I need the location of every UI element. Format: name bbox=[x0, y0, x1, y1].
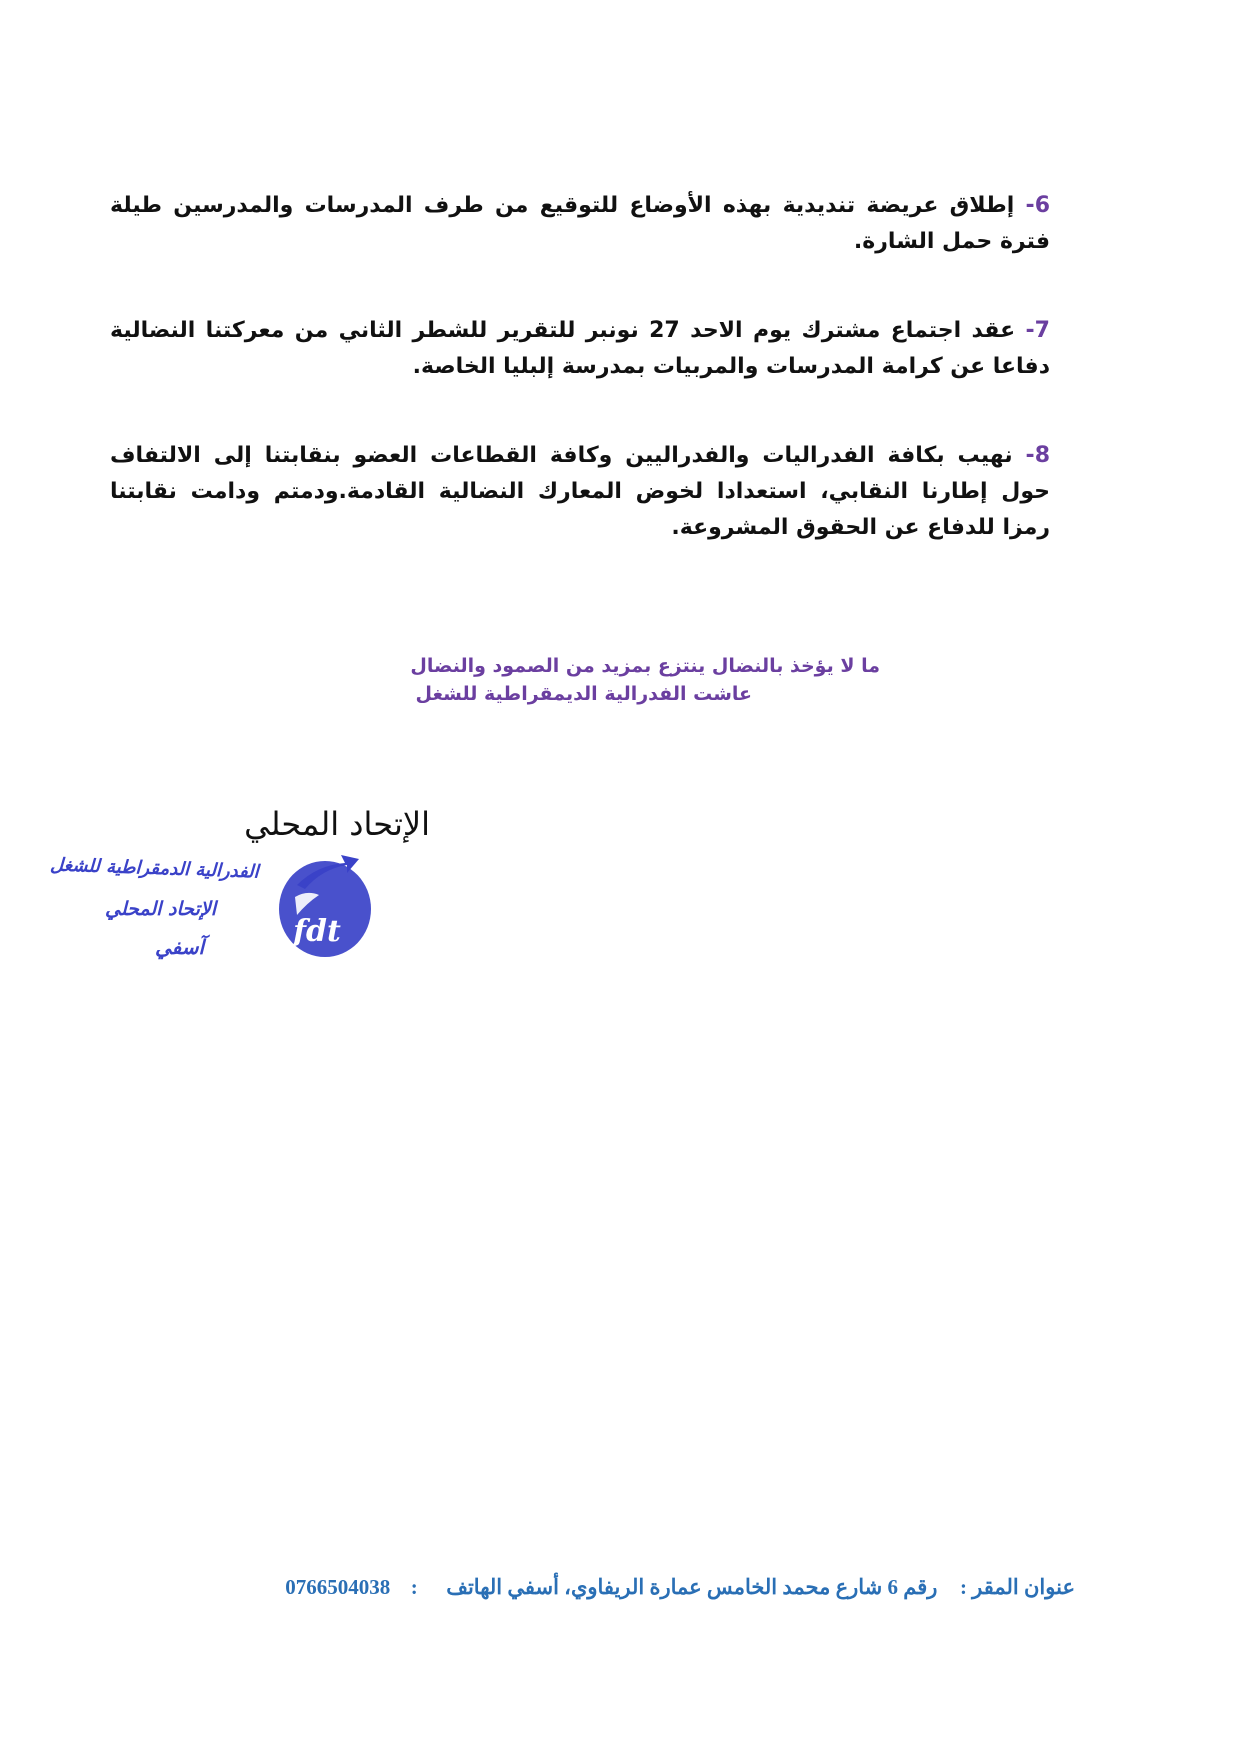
stamp-line-1: الفدرالية الدمقراطية للشغل bbox=[49, 854, 259, 883]
address-label: عنوان المقر : bbox=[959, 1575, 1075, 1599]
union-logo-icon bbox=[267, 845, 377, 965]
phone-separator: : bbox=[410, 1575, 418, 1599]
item-text: عقد اجتماع مشترك يوم الاحد 27 نونبر للتقرير للشطر الثاني من معركتنا النضالية دفاعا عن كرامة المدرسات والمربيات بمدرسة إلبليا الخاصة. bbox=[110, 318, 1050, 379]
item-number: 7- bbox=[1025, 318, 1050, 343]
footer-address bbox=[150, 1575, 1075, 1600]
stamp-line-3: آسفي bbox=[155, 935, 205, 959]
stamp-logo-text: fdt bbox=[293, 914, 341, 949]
slogan-line-1: ما لا يؤخذ بالنضال ينتزع بمزيد من الصمود والنضال bbox=[410, 655, 880, 677]
union-stamp bbox=[45, 840, 395, 990]
phone-number: 0766504038 bbox=[285, 1575, 391, 1599]
address-text: رقم 6 شارع محمد الخامس عمارة الريفاوي، أسفي الهاتف bbox=[446, 1575, 938, 1599]
item-number: 8- bbox=[1025, 443, 1050, 468]
list-item-6 bbox=[110, 188, 1050, 260]
list-item-8 bbox=[110, 438, 1050, 546]
slogan-line-2: عاشت الفدرالية الديمقراطية للشغل bbox=[415, 683, 752, 705]
slogans bbox=[370, 652, 880, 708]
item-text: إطلاق عريضة تنديدية بهذه الأوضاع للتوقيع من طرف المدرسات والمدرسين طيلة فترة حمل الشارة. bbox=[110, 193, 1050, 254]
item-text: نهيب بكافة الفدراليات والفدراليين وكافة القطاعات العضو بنقابتنا إلى الالتفاف حول إطارنا النقابي، استعدادا لخوض المعارك النضالية القادمة.ودمتم ودامت نقابتنا رمزا للدفاع عن الحقوق المشروعة. bbox=[110, 443, 1050, 540]
stamp-line-2: الإتحاد المحلي bbox=[105, 898, 216, 920]
list-item-7 bbox=[110, 313, 1050, 385]
signature-title: الإتحاد المحلي bbox=[244, 805, 430, 843]
item-number: 6- bbox=[1025, 193, 1050, 218]
